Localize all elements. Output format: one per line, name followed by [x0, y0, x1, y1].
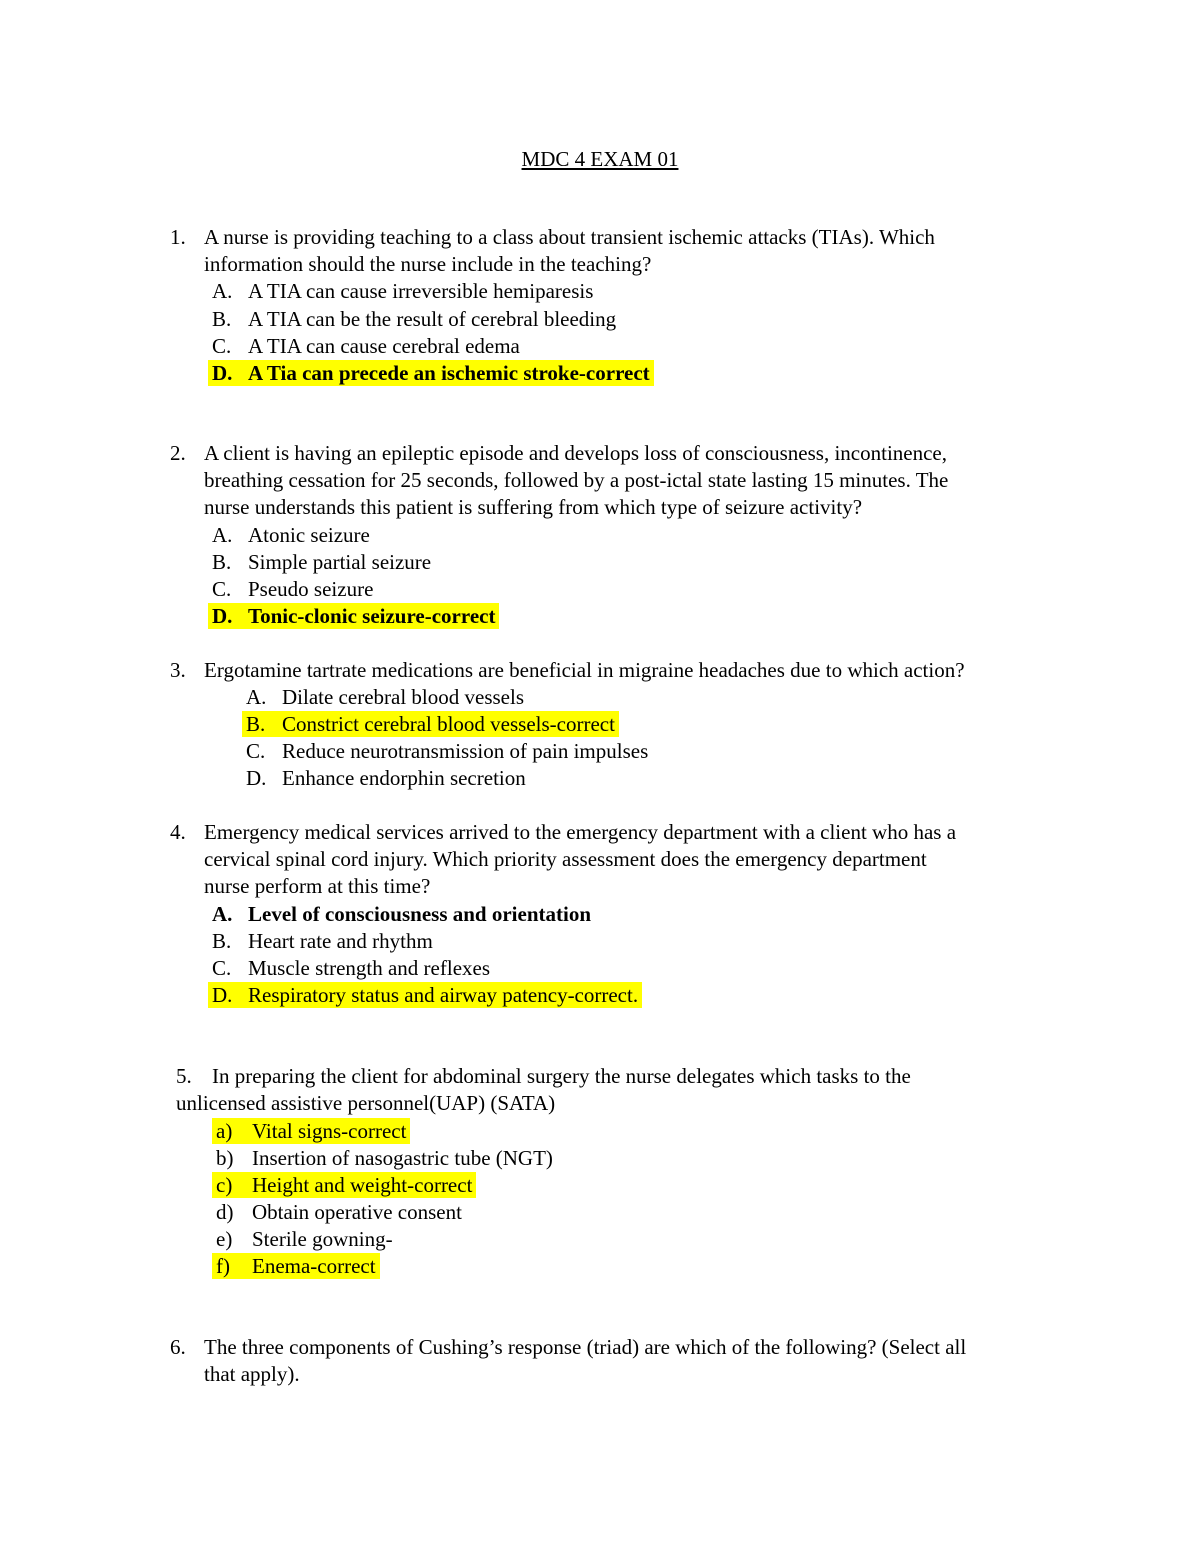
option-text: Obtain operative consent: [252, 1200, 462, 1224]
option-text: Pseudo seizure: [248, 577, 374, 601]
option: [246, 765, 526, 791]
correct-option: [212, 1253, 380, 1279]
option-text: Simple partial seizure: [248, 550, 432, 574]
option-letter: D.: [212, 983, 233, 1007]
option-text: Enema-correct: [252, 1254, 376, 1278]
option-letter: D.: [212, 361, 233, 385]
question-stem-line: nurse understands this patient is suffering from which type of seizure activity?: [204, 495, 863, 519]
question-stem: [212, 1063, 911, 1090]
option-text: Height and weight-correct: [252, 1173, 473, 1197]
option-letter: f): [216, 1254, 230, 1278]
question-number: 6.: [170, 1335, 186, 1359]
question-stem: [204, 819, 956, 900]
option-text: Vital signs-correct: [252, 1119, 407, 1143]
question-stem-line: cervical spinal cord injury. Which priority assessment does the emergency department: [204, 847, 927, 871]
option-text: Respiratory status and airway patency-correct.: [248, 983, 639, 1007]
correct-option: [208, 982, 642, 1008]
question-stem-line: A nurse is providing teaching to a class about transient ischemic attacks (TIAs). Which: [204, 225, 935, 249]
option: [212, 576, 373, 602]
correct-option: [208, 603, 499, 629]
question-stem-continuation: [176, 1090, 1076, 1117]
question-stem-line: A client is having an epileptic episode and develops loss of consciousness, incontinence,: [204, 441, 947, 465]
question-stem-line: In preparing the client for abdominal surgery the nurse delegates which tasks to the: [212, 1064, 911, 1088]
option-text: A TIA can cause cerebral edema: [248, 334, 520, 358]
question-stem-line: unlicensed assistive personnel(UAP) (SATA): [176, 1091, 556, 1115]
correct-option: [212, 1118, 410, 1144]
option: [212, 549, 431, 575]
question-stem-line: Emergency medical services arrived to the emergency department with a client who has a: [204, 820, 957, 844]
question-stem-line: that apply).: [204, 1362, 300, 1386]
option-letter: c): [216, 1173, 233, 1197]
question-stem: [204, 1334, 966, 1388]
option-letter: d): [216, 1200, 234, 1224]
option-text: A TIA can cause irreversible hemiparesis: [248, 279, 594, 303]
option-letter: B.: [212, 929, 232, 953]
option-letter: C.: [212, 334, 232, 358]
question-stem: [204, 657, 965, 684]
option-letter: C.: [246, 739, 266, 763]
option-letter: A.: [212, 279, 233, 303]
question-number: 4.: [170, 820, 186, 844]
question-number: 1.: [170, 225, 186, 249]
correct-option: [212, 1172, 476, 1198]
option-text: Atonic seizure: [248, 523, 370, 547]
option-text: Tonic-clonic seizure-correct: [248, 604, 496, 628]
option-letter: B.: [212, 550, 232, 574]
option: [246, 738, 648, 764]
option: [212, 928, 433, 954]
question-stem-line: The three components of Cushing’s response (triad) are which of the following? (Select all: [204, 1335, 967, 1359]
option-letter: b): [216, 1146, 234, 1170]
option: [216, 1226, 393, 1252]
correct-option: [242, 711, 619, 737]
option-letter: B.: [212, 307, 232, 331]
option-letter: D.: [246, 766, 267, 790]
option-text: Enhance endorphin secretion: [282, 766, 526, 790]
option-text: Insertion of nasogastric tube (NGT): [252, 1146, 553, 1170]
question-stem: [204, 440, 948, 521]
question-stem-line: Ergotamine tartrate medications are beneficial in migraine headaches due to which action?: [204, 658, 965, 682]
question-stem-line: information should the nurse include in the teaching?: [204, 252, 652, 276]
option: [212, 522, 370, 548]
option: [212, 306, 616, 332]
option: [246, 684, 524, 710]
question-stem-line: breathing cessation for 25 seconds, followed by a post-ictal state lasting 15 minutes. The: [204, 468, 949, 492]
option-letter: e): [216, 1227, 233, 1251]
option-text: A TIA can be the result of cerebral bleeding: [248, 307, 617, 331]
option-letter: a): [216, 1119, 233, 1143]
question-number: 2.: [170, 441, 186, 465]
option-letter: A.: [246, 685, 267, 709]
option-letter: C.: [212, 577, 232, 601]
option-letter: C.: [212, 956, 232, 980]
option: [216, 1199, 462, 1225]
option: [212, 955, 490, 981]
option-letter: D.: [212, 604, 233, 628]
question-number: 5.: [176, 1064, 192, 1088]
option-text: Muscle strength and reflexes: [248, 956, 491, 980]
question-number: 3.: [170, 658, 186, 682]
option-letter: A.: [212, 902, 233, 926]
option-text: A Tia can precede an ischemic stroke-correct: [248, 361, 650, 385]
option-text: Level of consciousness and orientation: [248, 902, 592, 926]
option: [216, 1145, 553, 1171]
option: [212, 278, 593, 304]
option: [212, 901, 591, 927]
correct-option: [208, 360, 654, 386]
option-text: Heart rate and rhythm: [248, 929, 433, 953]
option-text: Constrict cerebral blood vessels-correct: [282, 712, 615, 736]
question-stem-line: nurse perform at this time?: [204, 874, 431, 898]
option-letter: B.: [246, 712, 266, 736]
question-stem: [204, 224, 935, 278]
option: [212, 333, 520, 359]
exam-title: MDC 4 EXAM 01: [521, 147, 679, 171]
option-letter: A.: [212, 523, 233, 547]
option-text: Reduce neurotransmission of pain impulses: [282, 739, 649, 763]
option-text: Dilate cerebral blood vessels: [282, 685, 524, 709]
option-text: Sterile gowning-: [252, 1227, 393, 1251]
